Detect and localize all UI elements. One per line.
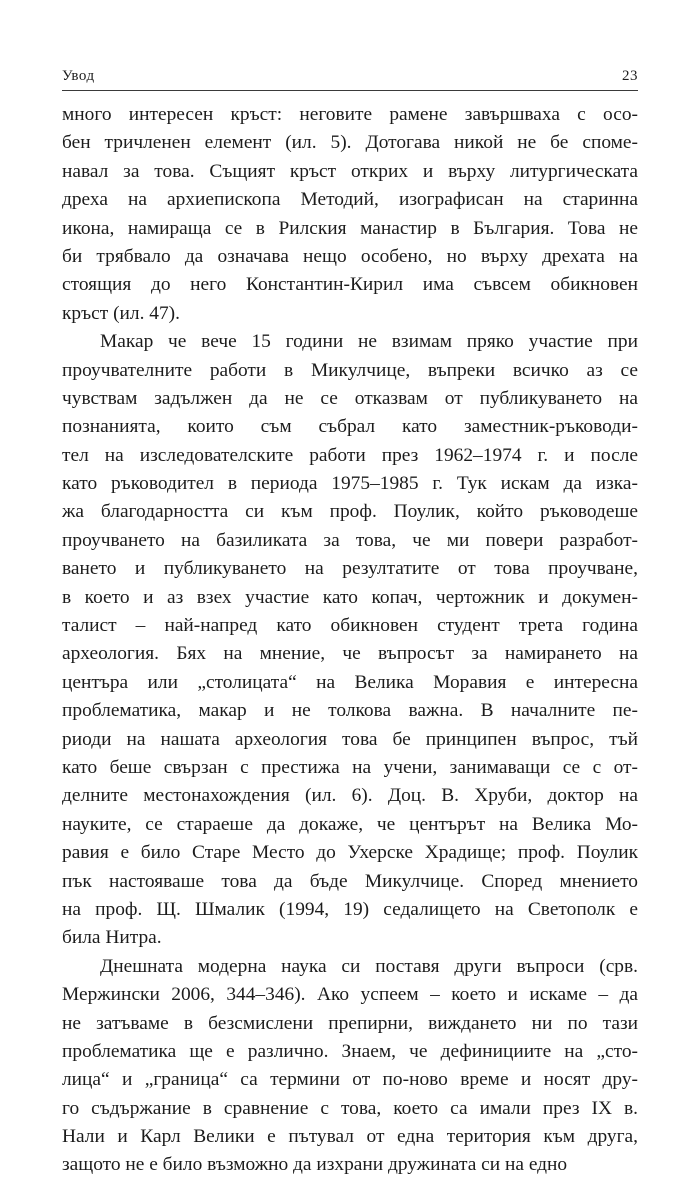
- text-line: познанията, които съм събрал като заместник-ръководи-: [62, 416, 638, 438]
- text-line: жа благодарността си към проф. Поулик, който ръководеше: [62, 501, 638, 523]
- text-line: риоди на нашата археология това бе принципен въпрос, тъй: [62, 728, 638, 750]
- text-line: бен тричленен елемент (ил. 5). Дотогава никой не бе споме-: [62, 132, 638, 154]
- text-line: проблематика ще е различно. Знаем, че дефинициите на „сто-: [62, 1040, 638, 1062]
- text-line: на проф. Щ. Шмалик (1994, 19) седалището на Светополк е: [62, 898, 638, 920]
- paragraph: [62, 101, 638, 328]
- text-line: като беше свързан с престижа на учени, занимаващи се с от-: [62, 756, 638, 778]
- text-line: Нали и Карл Велики е пътувал от една територия към друга,: [62, 1126, 638, 1148]
- paragraph: [62, 328, 638, 953]
- text-line: стоящия до него Константин-Кирил има съвсем обикновен: [62, 274, 638, 296]
- text-line: била Нитра.: [62, 927, 162, 949]
- text-line: го съдържание в сравнение с това, което са имали през IX в.: [62, 1097, 638, 1119]
- text-line: делните местонахождения (ил. 6). Доц. В. Хруби, доктор на: [62, 785, 638, 807]
- text-line: би трябвало да означава нещо особено, но върху дрехата на: [62, 245, 638, 267]
- text-line: дреха на архиепископа Методий, изографисан на старинна: [62, 189, 638, 211]
- body-text: [62, 101, 638, 1180]
- text-line: равия е било Старе Место до Ухерске Храдище; проф. Поулик: [62, 842, 638, 864]
- text-line: археология. Бях на мнение, че въпросът за намирането на: [62, 643, 638, 665]
- text-line: науките, се стараеше да докаже, че центърът на Велика Мо-: [62, 813, 638, 835]
- running-head: [62, 68, 638, 91]
- text-line: талист – най-напред като обикновен студент трета година: [62, 615, 638, 637]
- text-line: като ръководител в периода 1975–1985 г. Тук искам да изка-: [62, 473, 638, 495]
- text-line: много интересен кръст: неговите рамене завършваха с осо-: [62, 104, 638, 125]
- text-line: чувствам задължен да не се отказвам от публикуването на: [62, 387, 638, 409]
- text-line: тел на изследователските работи през 1962–1974 г. и после: [62, 444, 638, 466]
- text-line: лица“ и „граница“ са термини от по-ново време и носят дру-: [62, 1069, 638, 1091]
- page-number: 23: [622, 68, 638, 84]
- paragraph: [62, 953, 638, 1180]
- text-line: центъра или „столицата“ на Велика Моравия е интересна: [62, 671, 638, 693]
- text-line: навал за това. Същият кръст открих и върху литургическата: [62, 160, 638, 182]
- text-line: не затъваме в безсмислени препирни, виждането ни по тази: [62, 1012, 638, 1034]
- text-line: Днешната модерна наука си поставя други въпроси (срв.: [100, 955, 638, 977]
- text-line: кръст (ил. 47).: [62, 302, 180, 324]
- text-line: ването и публикуването на резултатите от това проучване,: [62, 558, 638, 580]
- text-line: проучването на базиликата за това, че ми повери разработ-: [62, 529, 638, 551]
- text-line: проучвателните работи в Микулчице, въпреки всичко аз се: [62, 359, 638, 381]
- text-line: Мержински 2006, 344–346). Ако успеем – което и искаме – да: [62, 984, 638, 1006]
- text-line: проблематика, макар и не толкова важна. В началните пе-: [62, 700, 638, 722]
- text-line: Макар че вече 15 години не взимам пряко участие при: [100, 331, 638, 353]
- text-line: защото не е било възможно да изхрани дружината си на едно: [62, 1154, 568, 1176]
- text-line: в което и аз взех участие като копач, чертожник и докумен-: [62, 586, 638, 608]
- section-title: Увод: [62, 68, 95, 84]
- text-line: икона, намираща се в Рилския манастир в България. Това не: [62, 217, 638, 239]
- text-line: пък настояваше това да бъде Микулчице. Според мнението: [62, 870, 638, 892]
